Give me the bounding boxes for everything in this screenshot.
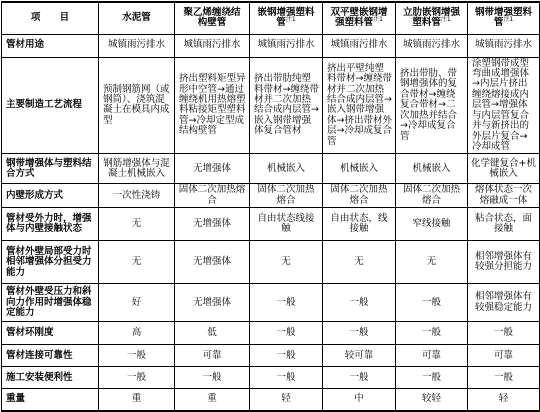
table-cell: 重	[99, 389, 175, 411]
table-cell: 可靠	[468, 345, 540, 367]
table-cell: 低	[175, 322, 250, 345]
footnote-marker: 注1	[440, 16, 451, 24]
table-cell: 挤出带肋纯塑料带材→缠绕带材并二次加热结合成内层管→嵌入钢带增强体复合管材	[250, 57, 323, 154]
row-process	[2, 57, 540, 154]
row-weight	[2, 389, 540, 411]
table-cell: 一般	[250, 322, 323, 345]
table-cell: 自由状态线接触	[250, 208, 323, 241]
table-cell: 一般	[175, 367, 250, 389]
table-cell: 可靠	[396, 345, 468, 367]
column-header-label: 项 目	[30, 12, 70, 24]
row-stability	[2, 284, 540, 322]
column-header-pe-winding-pipe	[175, 2, 250, 34]
column-header-item	[2, 2, 99, 34]
table-cell: 固体二次加热熔合	[175, 184, 250, 208]
table-cell: 一般	[323, 284, 396, 322]
table-cell: 固体二次加热熔合	[323, 184, 396, 208]
column-header-rib-steel-pipe	[396, 2, 468, 34]
footnote-marker: 注1	[373, 16, 383, 24]
table-cell: 一般	[250, 367, 323, 389]
row-load-sharing	[2, 241, 540, 284]
table-cell: 粘合状态，面接触	[468, 208, 540, 241]
table-cell: 一般	[468, 367, 540, 389]
table-cell: 无增强体	[175, 241, 250, 284]
table-cell: 高	[99, 322, 175, 345]
table-cell: 涂塑钢带成型弯曲成增强体→内层片挤出缠绕熔接成内层管→增强体与内层管复合并与新挤出的外层片复合→冷却成管	[468, 57, 540, 154]
column-header-cement-pipe	[99, 2, 175, 34]
table-cell: 挤出塑料矩型异形中空管→通过缠绕机用热熔塑料粘接矩型塑料管→冷却定型成结构壁管	[175, 57, 250, 154]
row-label: 管材外壁局部受力时相邻增强体分担受力能力	[2, 241, 99, 284]
column-header-label: 立肋嵌钢增强塑料管	[402, 6, 460, 29]
table-cell: 一般	[99, 345, 175, 367]
table-cell: 无	[323, 241, 396, 284]
table-cell: 一般	[250, 345, 323, 367]
table-cell: 城镇雨污排水	[175, 34, 250, 57]
table-cell: 轻	[250, 389, 323, 411]
column-header-label: 钢带增强塑料管	[474, 6, 532, 29]
table-cell: 城镇雨污排水	[250, 34, 323, 57]
row-label: 钢带增强体与塑料结合方式	[2, 154, 99, 184]
column-header-label: 水泥管	[122, 12, 151, 24]
table-cell: 无	[250, 241, 323, 284]
row-connection-reliability	[2, 345, 540, 367]
footnote-marker: 注1	[503, 16, 514, 24]
column-header-steel-belt-pipe	[468, 2, 540, 34]
row-contact-state	[2, 208, 540, 241]
table-cell: 一般	[396, 367, 468, 389]
pipe-comparison-table	[1, 1, 540, 412]
table-cell: 熔体状态一次熔融成一体	[468, 184, 540, 208]
table-cell: 城镇雨污排水	[468, 34, 540, 57]
table-cell: 一般	[468, 322, 540, 345]
footnote-marker: 注1	[285, 16, 296, 24]
table-cell: 机械嵌入	[250, 154, 323, 184]
table-cell: 挤出平壁纯塑料带材→缠绕带材并二次加热结合成内层管→嵌入钢带增强体→挤出带材外层→冷却成复合管	[323, 57, 396, 154]
column-header-label: 嵌钢增强塑料管	[257, 6, 315, 29]
column-header-steel-embedded-pipe	[250, 2, 323, 34]
row-inner-wall	[2, 184, 540, 208]
table-cell: 中	[323, 389, 396, 411]
table-cell: 一般	[99, 367, 175, 389]
table-cell: 无	[396, 241, 468, 284]
table-cell: 自由状态，线接触	[323, 208, 396, 241]
table-cell: 固体二次加热熔合	[250, 184, 323, 208]
table-cell: 好	[99, 284, 175, 322]
table-cell: 化学键复合+机械嵌入	[468, 154, 540, 184]
row-label: 内壁形成方式	[2, 184, 99, 208]
column-header-double-wall-steel-pipe	[323, 2, 396, 34]
table-cell: 一般	[323, 322, 396, 345]
row-ring-stiffness	[2, 322, 540, 345]
table-cell: 窄线接触	[396, 208, 468, 241]
table-cell: 一般	[396, 284, 468, 322]
table-cell: 机械嵌入	[323, 154, 396, 184]
column-header-label: 聚乙烯缠绕结构壁管	[183, 6, 241, 29]
table-cell: 一次性浇铸	[99, 184, 175, 208]
table-cell: 较可靠	[323, 345, 396, 367]
table-cell: 一般	[323, 367, 396, 389]
table-cell: 可靠	[175, 345, 250, 367]
row-bonding	[2, 154, 540, 184]
column-header-label: 双平壁嵌钢增强塑料管	[330, 6, 388, 29]
row-label: 管材用途	[2, 34, 99, 57]
table-cell: 一般	[250, 284, 323, 322]
table-cell: 重	[175, 389, 250, 411]
row-label: 重量	[2, 389, 99, 411]
table-cell: 城镇雨污排水	[323, 34, 396, 57]
table-cell: 城镇雨污排水	[99, 34, 175, 57]
row-label: 管材连接可靠性	[2, 345, 99, 367]
row-label: 主要制造工艺流程	[2, 57, 99, 154]
table-cell: 较轻	[396, 389, 468, 411]
table-cell: 无	[99, 208, 175, 241]
row-label: 管材环刚度	[2, 322, 99, 345]
table-cell: 相邻增强体有较强稳定能力	[468, 284, 540, 322]
row-label: 管材外壁受压力和斜向力作用时增强体稳定能力	[2, 284, 99, 322]
table-cell: 无增强体	[175, 154, 250, 184]
table-cell: 无	[99, 241, 175, 284]
row-usage	[2, 34, 540, 57]
table-cell: 钢筋增强体与混凝土机械嵌入	[99, 154, 175, 184]
row-label: 施工安装便利性	[2, 367, 99, 389]
row-installation	[2, 367, 540, 389]
table-cell: 轻	[468, 389, 540, 411]
table-cell: 一般	[396, 322, 468, 345]
row-label: 管材受外力时，增强体与内壁接触状态	[2, 208, 99, 241]
header-row	[2, 2, 540, 34]
table-cell: 城镇雨污排水	[396, 34, 468, 57]
table-cell: 相邻增强体有较强分担能力	[468, 241, 540, 284]
table-cell: 预制钢筋网（或钢筒）、浇筑混凝土在模具内成型	[99, 57, 175, 154]
table-cell: 挤出带肋、带钢增强体的复合带材→缠绕复合带材→二次加热并结合→冷却成复合管	[396, 57, 468, 154]
table-cell: 固体二次加热熔合	[396, 184, 468, 208]
table-cell: 无增强体	[175, 208, 250, 241]
table-cell: 机械嵌入	[396, 154, 468, 184]
table-cell: 无增强体	[175, 284, 250, 322]
